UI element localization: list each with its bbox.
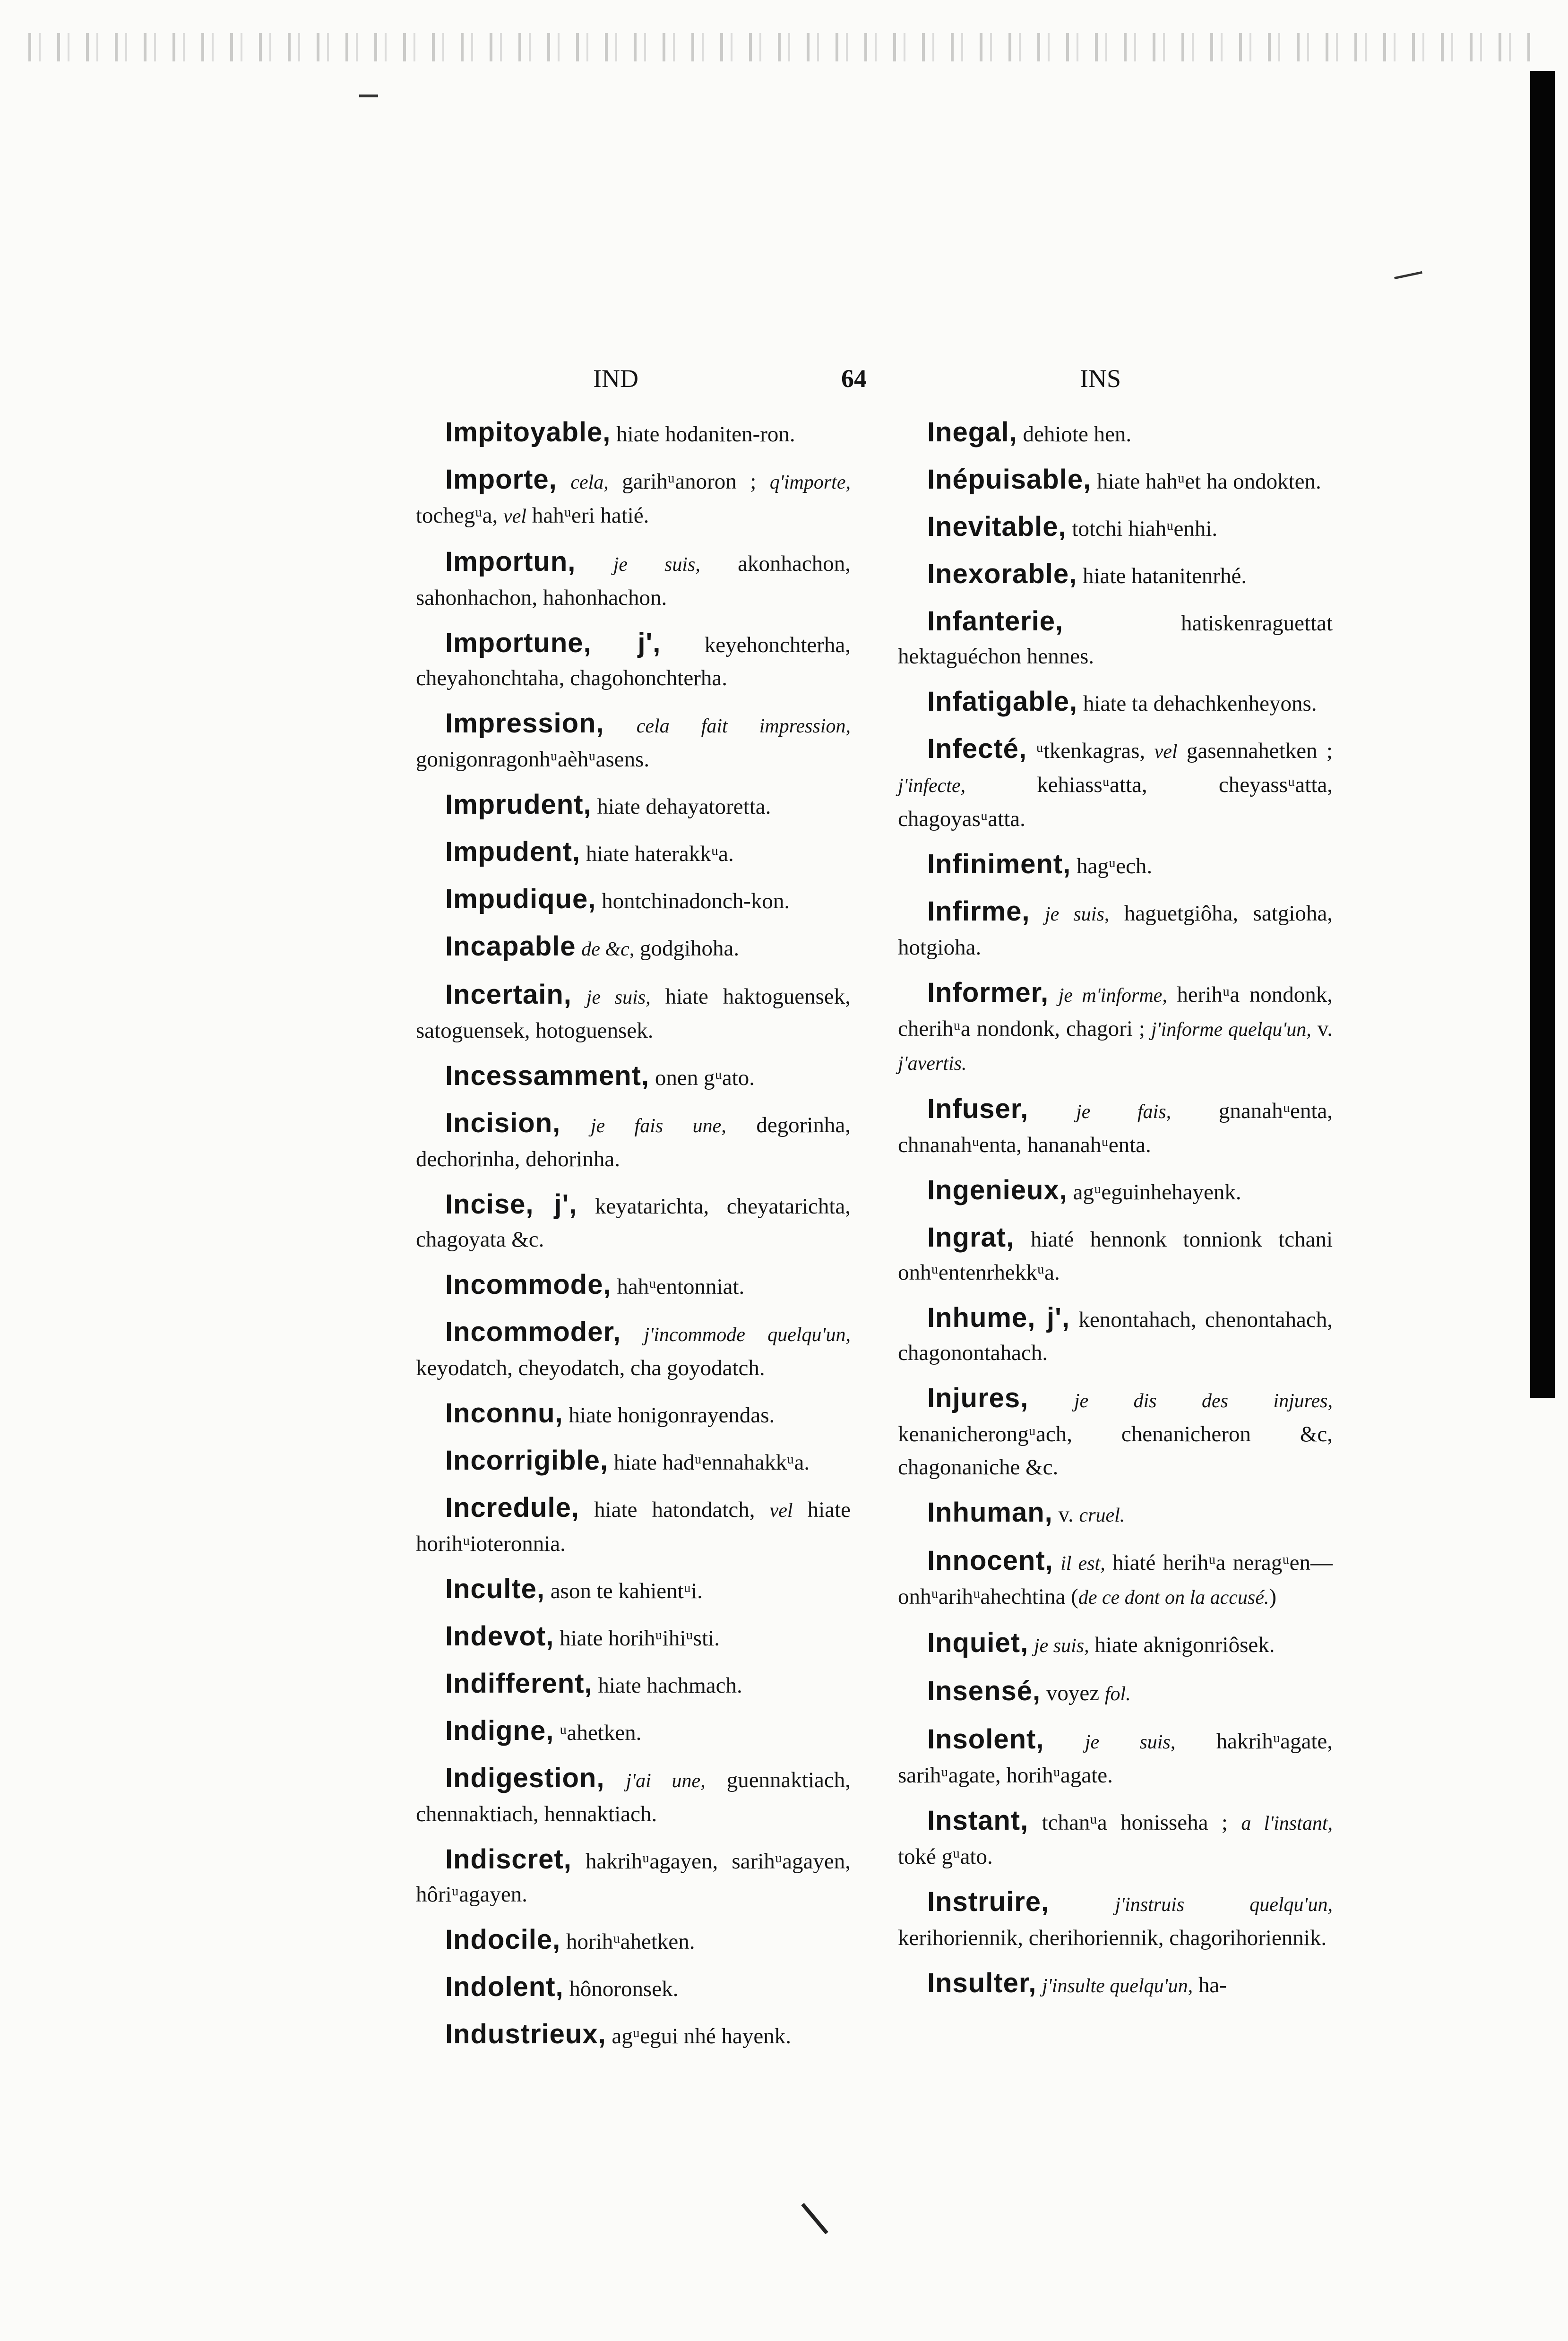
- entry-definition: garihᵘanoron ;: [608, 469, 770, 494]
- entry-italic-gloss: a l'instant,: [1241, 1813, 1333, 1834]
- dictionary-entry: [898, 1496, 1333, 1532]
- dictionary-entry: [898, 848, 1333, 883]
- entry-definition: hiate dehayatoretta.: [591, 794, 771, 819]
- entry-definition: ason te kahientᵘi.: [545, 1579, 703, 1603]
- entry-italic-gloss: je suis,: [1085, 1731, 1176, 1753]
- entry-definition: dehiote hen.: [1017, 422, 1132, 447]
- entry-headword: Innocent,: [927, 1545, 1053, 1576]
- entry-definition: hiate hatondatch,: [579, 1498, 770, 1522]
- entry-headword: Indolent,: [445, 1971, 564, 2002]
- entry-definition: horihᵘahetken.: [560, 1929, 695, 1954]
- entry-italic-gloss: je suis,: [1044, 904, 1110, 925]
- entry-headword: Inhume, j',: [927, 1302, 1070, 1333]
- entry-headword: Insensé,: [927, 1676, 1041, 1706]
- entry-definition: [1030, 901, 1045, 926]
- dictionary-entry: [416, 545, 851, 614]
- entry-headword: Impudent,: [445, 836, 581, 867]
- entry-definition: hagᵘech.: [1071, 854, 1153, 878]
- dictionary-entry: [416, 1188, 851, 1256]
- entry-definition: kenanicherongᵘach, chenanicheron &c, chagonaniche &c.: [898, 1422, 1333, 1480]
- entry-headword: Indiscret,: [445, 1844, 572, 1875]
- entry-definition: hiate hodaniten-ron.: [611, 422, 795, 447]
- page-number: 64: [841, 364, 867, 393]
- entry-definition: kerihoriennik, cherihoriennik, chagorihoriennik.: [898, 1926, 1327, 1950]
- scan-mark-right: [1394, 271, 1422, 279]
- entry-definition: voyez: [1041, 1681, 1105, 1705]
- entry-definition: hiate haterakkᵘa.: [580, 842, 734, 866]
- entry-definition: toké gᵘato.: [898, 1844, 993, 1869]
- entry-headword: Infirme,: [927, 896, 1030, 927]
- entry-definition: [1028, 1388, 1074, 1412]
- entry-definition: godgihoha.: [634, 936, 740, 961]
- dictionary-entry: [898, 1804, 1333, 1873]
- dictionary-entry: [416, 627, 851, 695]
- entry-definition: haguetgiôha, satgioha, hotgioha.: [898, 901, 1333, 960]
- dictionary-entry: [416, 1268, 851, 1303]
- dictionary-entry: [416, 463, 851, 533]
- left-column: [416, 416, 851, 2065]
- dictionary-entry: [898, 605, 1333, 673]
- entry-headword: Incommode,: [445, 1269, 612, 1300]
- entry-definition: gnanahᵘenta, chnanahᵘenta, hananahᵘenta.: [898, 1099, 1333, 1157]
- dictionary-entry: [416, 1444, 851, 1479]
- dictionary-entry: [416, 788, 851, 823]
- dictionary-entry: [898, 558, 1333, 593]
- entry-italic-gloss: vel: [1154, 741, 1178, 763]
- entry-italic-gloss: j'incommode quelqu'un,: [644, 1324, 851, 1346]
- entry-definition: keyodatch, cheyodatch, cha goyodatch.: [416, 1356, 765, 1380]
- dictionary-entry: [416, 1971, 851, 2005]
- entry-italic-gloss: cela,: [570, 472, 609, 493]
- entry-headword: Incommoder,: [445, 1317, 621, 1347]
- entry-definition: hontchinadonch-kon.: [596, 889, 790, 913]
- entry-definition: onen gᵘato.: [649, 1066, 755, 1090]
- entry-headword: Inépuisable,: [927, 464, 1092, 495]
- entry-italic-gloss: il est,: [1060, 1553, 1105, 1575]
- running-header: [0, 364, 1568, 402]
- entry-definition: hiaté herihᵘa neragᵘen—onhᵘarihᵘahechtina (: [898, 1550, 1333, 1609]
- entry-headword: Inhuman,: [927, 1497, 1053, 1528]
- entry-headword: Injures,: [927, 1383, 1029, 1413]
- entry-definition: hakrihᵘagate, sarihᵘagate, horihᵘagate.: [898, 1729, 1333, 1788]
- entry-definition: [1036, 1973, 1042, 1997]
- entry-headword: Inconnu,: [445, 1398, 563, 1429]
- entry-headword: Incapable: [445, 931, 576, 962]
- entry-definition: gasennahetken ;: [1177, 739, 1333, 763]
- entry-definition: hakrihᵘagayen, sarihᵘagayen, hôriᵘagayen.: [416, 1849, 851, 1907]
- entry-definition: hahᵘeri hatié.: [526, 503, 649, 528]
- entry-headword: Incredule,: [445, 1492, 579, 1523]
- entry-definition: [572, 984, 586, 1009]
- entry-headword: Infiniment,: [927, 849, 1071, 879]
- entry-headword: Incision,: [445, 1108, 561, 1138]
- scan-mark-bottom: [801, 2203, 828, 2234]
- dictionary-entry: [898, 976, 1333, 1080]
- entry-definition: hatiskenraguettat hektaguéchon hennes.: [898, 611, 1333, 669]
- entry-headword: Insolent,: [927, 1724, 1044, 1755]
- scan-noise-top: [28, 33, 1531, 61]
- dictionary-entry: [416, 1491, 851, 1560]
- dictionary-entry: [416, 1843, 851, 1911]
- header-left-guide: IND: [593, 364, 638, 393]
- entry-definition: keyatarichta, cheyatarichta, chagoyata &c.: [416, 1194, 851, 1252]
- entry-definition: v.: [1311, 1016, 1333, 1041]
- entry-definition: herihᵘa nondonk, cherihᵘa nondonk, chagori ;: [898, 982, 1333, 1041]
- entry-headword: Industrieux,: [445, 2019, 606, 2049]
- entry-definition: [1028, 1633, 1034, 1657]
- entry-definition: hiate hachmach.: [592, 1673, 742, 1698]
- entry-headword: Impudique,: [445, 884, 596, 914]
- dictionary-entry: [416, 1397, 851, 1432]
- dictionary-entry: [898, 1544, 1333, 1614]
- entry-headword: Informer,: [927, 977, 1049, 1008]
- dictionary-entry: [898, 1221, 1333, 1289]
- entry-definition: ᵘtkenkagras,: [1027, 739, 1154, 763]
- dictionary-entry: [416, 1107, 851, 1176]
- entry-definition: [1028, 1099, 1076, 1123]
- entry-headword: Ingrat,: [927, 1222, 1015, 1253]
- entry-headword: Inquiet,: [927, 1627, 1029, 1658]
- entry-italic-gloss: j'informe quelqu'un,: [1151, 1019, 1311, 1041]
- dictionary-entry: [898, 1301, 1333, 1369]
- entry-definition: hiate horihᵘioteronnia.: [416, 1498, 851, 1556]
- dictionary-entry: [898, 1967, 1333, 2003]
- dictionary-entry: [416, 978, 851, 1047]
- entry-italic-gloss: cruel.: [1079, 1505, 1125, 1526]
- entry-headword: Importe,: [445, 464, 557, 495]
- entry-headword: Infuser,: [927, 1093, 1029, 1124]
- entry-definition: hiate ta dehachkenheyons.: [1077, 691, 1317, 716]
- header-right-guide: INS: [1080, 364, 1121, 393]
- entry-headword: Inculte,: [445, 1574, 545, 1604]
- entry-definition: [1044, 1729, 1085, 1754]
- entry-italic-gloss: fol.: [1104, 1683, 1131, 1705]
- dictionary-entry: [898, 1885, 1333, 1954]
- entry-definition: v.: [1052, 1502, 1079, 1527]
- entry-definition: [1049, 982, 1059, 1007]
- entry-definition: ): [1269, 1584, 1277, 1609]
- dictionary-entry: [898, 1093, 1333, 1162]
- entry-italic-gloss: je m'informe,: [1058, 985, 1167, 1007]
- entry-definition: ha-: [1193, 1973, 1227, 1997]
- entry-italic-gloss: je suis,: [1034, 1635, 1089, 1657]
- entry-definition: hiate hatanitenrhé.: [1077, 564, 1247, 588]
- entry-headword: Instant,: [927, 1805, 1029, 1836]
- scan-mark-left: [359, 95, 378, 97]
- entry-definition: hiate hadᵘennahakkᵘa.: [608, 1450, 810, 1475]
- dictionary-entry: [898, 685, 1333, 720]
- entry-headword: Indocile,: [445, 1924, 561, 1955]
- entry-italic-gloss: je suis,: [613, 554, 700, 576]
- entry-italic-gloss: vel: [503, 506, 526, 527]
- entry-definition: totchi hiahᵘenhi.: [1066, 516, 1218, 541]
- entry-italic-gloss: vel: [769, 1500, 793, 1522]
- dictionary-entry: [898, 895, 1333, 964]
- entry-definition: [604, 713, 637, 738]
- entry-definition: degorinha, dechorinha, dehorinha.: [416, 1113, 851, 1171]
- entry-italic-gloss: j'instruis quelqu'un,: [1115, 1894, 1333, 1916]
- entry-italic-gloss: j'insulte quelqu'un,: [1042, 1975, 1193, 1997]
- entry-headword: Incertain,: [445, 979, 572, 1010]
- entry-definition: gonigonragonhᵘaèhᵘasens.: [416, 747, 650, 772]
- entry-definition: kenontahach, chenontahach, chagonontahach.: [898, 1308, 1333, 1365]
- entry-definition: [576, 936, 582, 961]
- dictionary-entry: [416, 1923, 851, 1958]
- dictionary-entry: [416, 1714, 851, 1749]
- entry-headword: Infecté,: [927, 733, 1027, 764]
- dictionary-entry: [416, 2018, 851, 2053]
- entry-definition: hiate aknigonriôsek.: [1089, 1633, 1275, 1657]
- dictionary-entry: [898, 1627, 1333, 1662]
- entry-headword: Imprudent,: [445, 789, 592, 820]
- entry-italic-gloss: je suis,: [586, 987, 651, 1008]
- dictionary-entry: [416, 1316, 851, 1385]
- entry-headword: Instruire,: [927, 1886, 1050, 1917]
- entry-headword: Incorrigible,: [445, 1445, 608, 1476]
- entry-headword: Infanterie,: [927, 606, 1064, 637]
- entry-definition: hiate hahᵘet ha ondokten.: [1091, 469, 1321, 494]
- entry-definition: hiaté hennonk tonnionk tchani onhᵘentenrhekkᵘa.: [898, 1227, 1333, 1285]
- dictionary-entry: [416, 707, 851, 776]
- entry-headword: Incessamment,: [445, 1060, 650, 1091]
- entry-definition: tochegᵘa,: [416, 503, 504, 528]
- entry-italic-gloss: cela fait impression,: [636, 715, 851, 737]
- dictionary-entry: [416, 1762, 851, 1831]
- dictionary-entry: [898, 1174, 1333, 1209]
- entry-headword: Indigestion,: [445, 1763, 605, 1793]
- entry-definition: [604, 1768, 626, 1792]
- entry-italic-gloss: j'avertis.: [898, 1053, 967, 1075]
- dictionary-entry: [898, 1382, 1333, 1484]
- dictionary-entry: [898, 732, 1333, 835]
- dictionary-entry: [898, 510, 1333, 545]
- entry-headword: Incise, j',: [445, 1189, 577, 1220]
- entry-definition: kehiassᵘatta, cheyassᵘatta, chagoyasᵘatta.: [898, 773, 1333, 831]
- entry-definition: hiate horihᵘihiᵘsti.: [554, 1626, 720, 1651]
- entry-definition: hahᵘentonniat.: [611, 1274, 745, 1299]
- entry-headword: Indigne,: [445, 1715, 554, 1746]
- right-column: [898, 416, 1333, 2015]
- entry-headword: Importune, j',: [445, 628, 661, 658]
- entry-headword: Insulter,: [927, 1968, 1037, 1998]
- dictionary-entry: [416, 1667, 851, 1702]
- entry-headword: Ingenieux,: [927, 1175, 1068, 1205]
- entry-definition: hiate honigonrayendas.: [563, 1403, 775, 1428]
- entry-definition: [1053, 1550, 1060, 1575]
- entry-definition: hônoronsek.: [563, 1977, 679, 2001]
- entry-definition: keyehonchterha, cheyahonchtaha, chagohonchterha.: [416, 633, 851, 690]
- entry-headword: Impression,: [445, 708, 604, 739]
- entry-definition: [576, 551, 613, 576]
- entry-definition: hiate haktoguensek, satoguensek, hotoguensek.: [416, 984, 851, 1043]
- entry-headword: Inevitable,: [927, 511, 1067, 542]
- entry-italic-gloss: de ce dont on la accusé.: [1078, 1587, 1269, 1609]
- entry-headword: Inegal,: [927, 417, 1017, 448]
- entry-italic-gloss: j'ai une,: [626, 1770, 706, 1792]
- scan-edge-bar: [1530, 71, 1555, 1398]
- entry-definition: guennaktiach, chennaktiach, hennaktiach.: [416, 1768, 851, 1826]
- entry-definition: agᵘeguinhehayenk.: [1067, 1180, 1241, 1205]
- dictionary-entry: [898, 1723, 1333, 1792]
- entry-italic-gloss: j'infecte,: [898, 775, 966, 797]
- dictionary-entry: [416, 1059, 851, 1094]
- entry-definition: [1049, 1892, 1115, 1916]
- dictionary-entry: [416, 835, 851, 870]
- entry-definition: tchanᵘa honisseha ;: [1028, 1810, 1241, 1835]
- entry-headword: Impitoyable,: [445, 417, 611, 448]
- entry-italic-gloss: je fais,: [1076, 1101, 1172, 1123]
- entry-italic-gloss: de &c,: [581, 938, 635, 960]
- entry-definition: agᵘegui nhé hayenk.: [606, 2024, 791, 2048]
- entry-definition: akonhachon, sahonhachon, hahonhachon.: [416, 551, 851, 610]
- dictionary-entry: [416, 1573, 851, 1608]
- entry-headword: Inexorable,: [927, 559, 1077, 589]
- entry-headword: Infatigable,: [927, 686, 1078, 717]
- entry-definition: [557, 469, 571, 494]
- entry-definition: [560, 1113, 591, 1137]
- entry-italic-gloss: q'importe,: [769, 472, 851, 493]
- dictionary-entry: [416, 930, 851, 966]
- dictionary-entry: [416, 883, 851, 918]
- dictionary-entry: [898, 463, 1333, 498]
- entry-italic-gloss: je fais une,: [590, 1115, 726, 1137]
- dictionary-entry: [416, 416, 851, 451]
- entry-definition: ᵘahetken.: [554, 1721, 642, 1745]
- dictionary-entry: [416, 1620, 851, 1655]
- dictionary-entry: [898, 1675, 1333, 1711]
- entry-italic-gloss: je dis des injures,: [1074, 1390, 1333, 1412]
- entry-headword: Indifferent,: [445, 1668, 593, 1699]
- entry-headword: Indevot,: [445, 1621, 554, 1652]
- entry-headword: Importun,: [445, 546, 576, 577]
- dictionary-entry: [898, 416, 1333, 451]
- entry-definition: [621, 1322, 644, 1346]
